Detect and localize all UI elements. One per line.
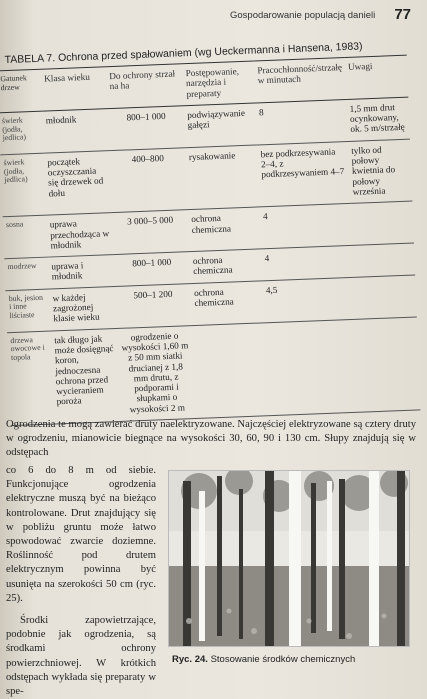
- paragraph-fence-posts: co 6 do 8 m od siebie. Funkcjonujące ogrodzenia elektryczne muszą być na bieżąco kontrolowane. Drut znajdujący się w pobliżu gruntu może łatwo spowodować zwarcie doziemne. Roślinność pod drutem elektrycznym powinna być usunięta na szerokości 50 cm (ryc. 25).: [6, 465, 156, 604]
- table-row: [7, 317, 420, 426]
- table-cell: uprawa i młodnik: [48, 255, 114, 289]
- table-cell: ochrona chemiczna: [190, 249, 263, 283]
- column-header-method: Postępowanie, narzędzia i preparaty: [182, 61, 255, 106]
- paragraph-electric-fences: Ogrodzenia te mogą zawierać druty naelektryzowane. Najczęściej elektryzowane są cztery druty w ogrodzeniu, mianowicie biegnące na wysokości 30, 60, 90 i 130 cm. Słupy znajdują się w odstępach: [6, 419, 416, 459]
- table-cell: buk, jesion i inne liściaste: [5, 289, 50, 333]
- table-cell: świerk (jodła, jedlica): [0, 153, 46, 217]
- column-header-labour: Pracochłonność/strzałę w minutach: [254, 58, 346, 103]
- figure-photo-forest: [168, 470, 410, 647]
- table-cell: podwiązywanie gałęzi: [184, 103, 257, 148]
- column-header-stems: Do ochrony strzał na ha: [106, 64, 184, 109]
- table-cell: 3 000–5 000: [112, 210, 190, 255]
- figure-caption: [172, 654, 412, 665]
- forest-photo-illustration: [169, 471, 409, 646]
- table-cell: [264, 319, 358, 416]
- table-cell: drzewa owocowe i topola: [7, 331, 54, 426]
- table-cell: 400–800: [109, 147, 188, 212]
- table-cell: początek oczyszczania się drzewek od dołu: [44, 150, 112, 215]
- table-cell: rysakowanie: [186, 145, 260, 210]
- table-cell: 4: [260, 204, 352, 249]
- table-cell: tylko od połowy kwietnia do połowy września: [348, 139, 412, 204]
- table-cell: tak długo jak może dosięgnąć koron, jednoczesna ochrona przed wycieraniem poroża: [51, 328, 120, 424]
- paragraph-chemical-agents: Środki zapowietrzające, podobnie jak ogrodzenia, są środkami ochrony powierzchniowej. W krótkich odstępach wykłada się preparaty w spe-: [6, 615, 156, 698]
- table-cell: ochrona chemiczna: [188, 207, 261, 252]
- table-cell: [350, 201, 414, 245]
- table-cell: [192, 322, 267, 418]
- table-cell: 800–1 000: [108, 106, 186, 151]
- table-cell: w każdej zagrożonej klasie wieku: [49, 286, 116, 330]
- table-cell: ochrona chemiczna: [191, 281, 264, 326]
- table-cell: 500–1 200: [114, 283, 192, 328]
- table-cell: modrzew: [4, 257, 49, 290]
- column-header-age-class: Klasa wieku: [41, 67, 108, 111]
- running-header: Gospodarowanie populacją danieli: [230, 10, 376, 21]
- page-number: 77: [394, 6, 411, 23]
- table-cell: [355, 317, 421, 413]
- table-cell: młodnik: [42, 109, 109, 153]
- column-header-species: Gatunek drzew: [0, 69, 42, 113]
- table-cell: 8: [256, 99, 348, 144]
- table-cell: uprawa przechodząca w młodnik: [46, 213, 113, 257]
- figure-label: Ryc. 24.: [172, 654, 208, 665]
- protection-table: [0, 55, 420, 426]
- column-header-notes: Uwagi: [345, 55, 409, 99]
- figure-caption-text: Stosowanie środków chemicznych: [210, 654, 356, 665]
- table-cell: sosna: [3, 215, 48, 259]
- text-column: [6, 464, 156, 699]
- table-cell: ogrodzenie o wysokości 1,60 m z 50 mm siatki drucianej z 1,8 mm drutu, z podporami i słupkami o wysokości 2 m: [116, 325, 196, 421]
- table-cell: [353, 275, 417, 319]
- table-cell: 4,5: [262, 277, 354, 322]
- table-cell: bez podkrzesywania 2–4, z podkrzesywaniem 4–7: [257, 141, 350, 207]
- table-caption: TABELA 7. Ochrona przed spałowaniem (wg Ueckermanna i Hansena, 1983): [4, 40, 363, 67]
- table-cell: 1,5 mm drut ocynkowany, ok. 5 m/strzałę: [346, 97, 410, 141]
- table-cell: 4: [261, 246, 353, 281]
- table-cell: 800–1 000: [113, 252, 191, 287]
- table-cell: świerk (jodła, jedlica): [0, 111, 44, 155]
- table-cell: [352, 243, 415, 277]
